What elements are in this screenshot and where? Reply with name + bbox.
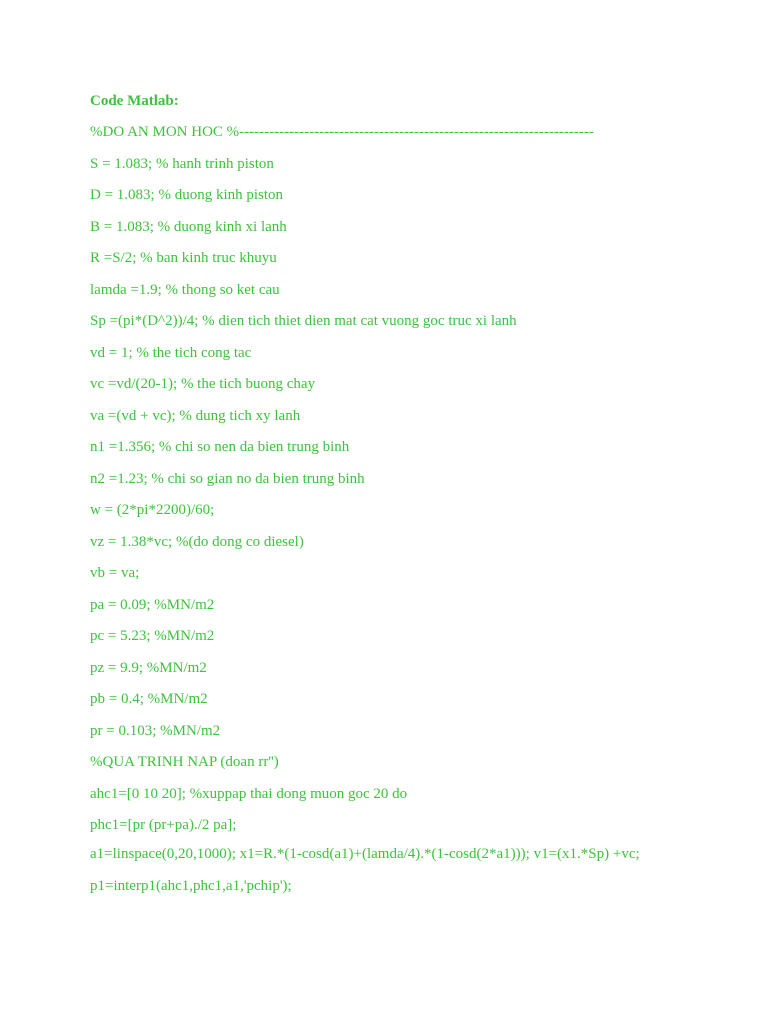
code-line-24: a1=linspace(0,20,1000); x1=R.*(1-cosd(a1)+(lamda/4).*(1-cosd(2*a1))); v1=(x1.*Sp) +vc; xyxy=(90,845,640,862)
code-line-10: va =(vd + vc); % dung tich xy lanh xyxy=(90,407,301,424)
code-line-3: D = 1.083; % duong kinh piston xyxy=(90,187,284,203)
code-line-6: lamda =1.9; % thong so ket cau xyxy=(90,281,280,298)
code-line-11: n1 =1.356; % chi so nen da bien trung binh xyxy=(90,439,350,455)
code-line-9: vc =vd/(20-1); % the tich buong chay xyxy=(90,376,316,392)
code-line-12: n2 =1.23; % chi so gian no da bien trung binh xyxy=(90,470,365,487)
code-line-5: R =S/2; % ban kinh truc khuyu xyxy=(90,250,277,266)
code-line-13: w = (2*pi*2200)/60; xyxy=(90,502,215,518)
code-line-7: Sp =(pi*(D^2))/4; % dien tich thiet dien mat cat vuong goc truc xi lanh xyxy=(90,313,517,329)
document-heading: Code Matlab: xyxy=(90,93,179,109)
code-line-1: %DO AN MON HOC %----------------------------------------------------------------------- xyxy=(90,124,594,140)
code-line-21: %QUA TRINH NAP (doan rr'') xyxy=(90,754,279,770)
code-line-18: pz = 9.9; %MN/m2 xyxy=(90,659,207,676)
code-line-25: p1=interp1(ahc1,phc1,a1,'pchip'); xyxy=(90,877,292,894)
code-line-16: pa = 0.09; %MN/m2 xyxy=(90,596,215,613)
code-line-8: vd = 1; % the tich cong tac xyxy=(90,344,252,361)
code-line-23: phc1=[pr (pr+pa)./2 pa]; xyxy=(90,817,237,833)
code-line-2: S = 1.083; % hanh trinh piston xyxy=(90,155,274,172)
code-line-14: vz = 1.38*vc; %(do dong co diesel) xyxy=(90,533,304,550)
code-line-4: B = 1.083; % duong kinh xi lanh xyxy=(90,218,287,235)
document-page xyxy=(90,90,730,906)
code-line-20: pr = 0.103; %MN/m2 xyxy=(90,722,221,739)
code-line-17: pc = 5.23; %MN/m2 xyxy=(90,628,215,644)
code-line-22: ahc1=[0 10 20]; %xuppap thai dong muon goc 20 do xyxy=(90,785,408,802)
code-line-19: pb = 0.4; %MN/m2 xyxy=(90,691,208,707)
code-line-15: vb = va; xyxy=(90,565,140,581)
